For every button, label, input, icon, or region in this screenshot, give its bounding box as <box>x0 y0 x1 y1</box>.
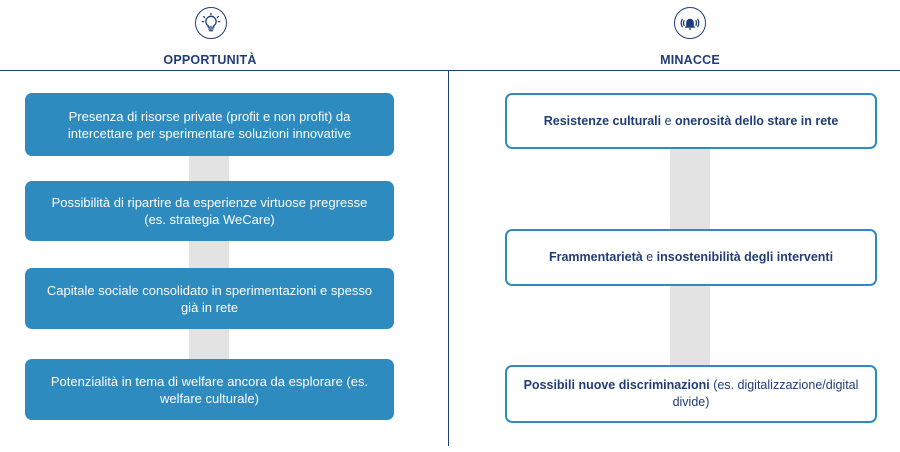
minacce-item <box>505 365 877 423</box>
center-divider <box>448 70 449 446</box>
opportunita-item <box>25 359 394 420</box>
minacce-item-text: Frammentarietà e insostenibilità degli interventi <box>548 250 834 264</box>
opportunita-item-text: Capitale sociale consolidato in sperimentazioni e spesso già in rete <box>46 282 373 315</box>
lightbulb-icon <box>195 7 227 39</box>
alarm-bell-icon <box>674 7 706 39</box>
opportunita-item-text: Potenzialità in tema di welfare ancora da esplorare (es. welfare culturale) <box>50 373 369 406</box>
minacce-item <box>505 93 877 149</box>
opportunita-item <box>25 93 394 156</box>
minacce-title: MINACCE <box>660 53 720 67</box>
minacce-item-text: Possibili nuove discriminazioni (es. digitalizzazione/digital divide) <box>523 378 859 409</box>
opportunita-connector <box>189 120 229 395</box>
opportunita-title: OPPORTUNITÀ <box>163 53 257 67</box>
minacce-item <box>505 229 877 286</box>
opportunita-item <box>25 181 394 241</box>
minacce-item-text: Resistenze culturali e onerosità dello stare in rete <box>543 113 839 128</box>
left-header-rule <box>0 70 448 71</box>
opportunita-item-text: Possibilità di ripartire da esperienze virtuose pregresse (es. strategia WeCare) <box>51 195 368 227</box>
right-header-rule <box>449 70 900 71</box>
opportunita-item <box>25 268 394 329</box>
opportunita-item-text: Presenza di risorse private (profit e non profit) da intercettare per sperimentare soluzioni innovative <box>67 108 352 141</box>
